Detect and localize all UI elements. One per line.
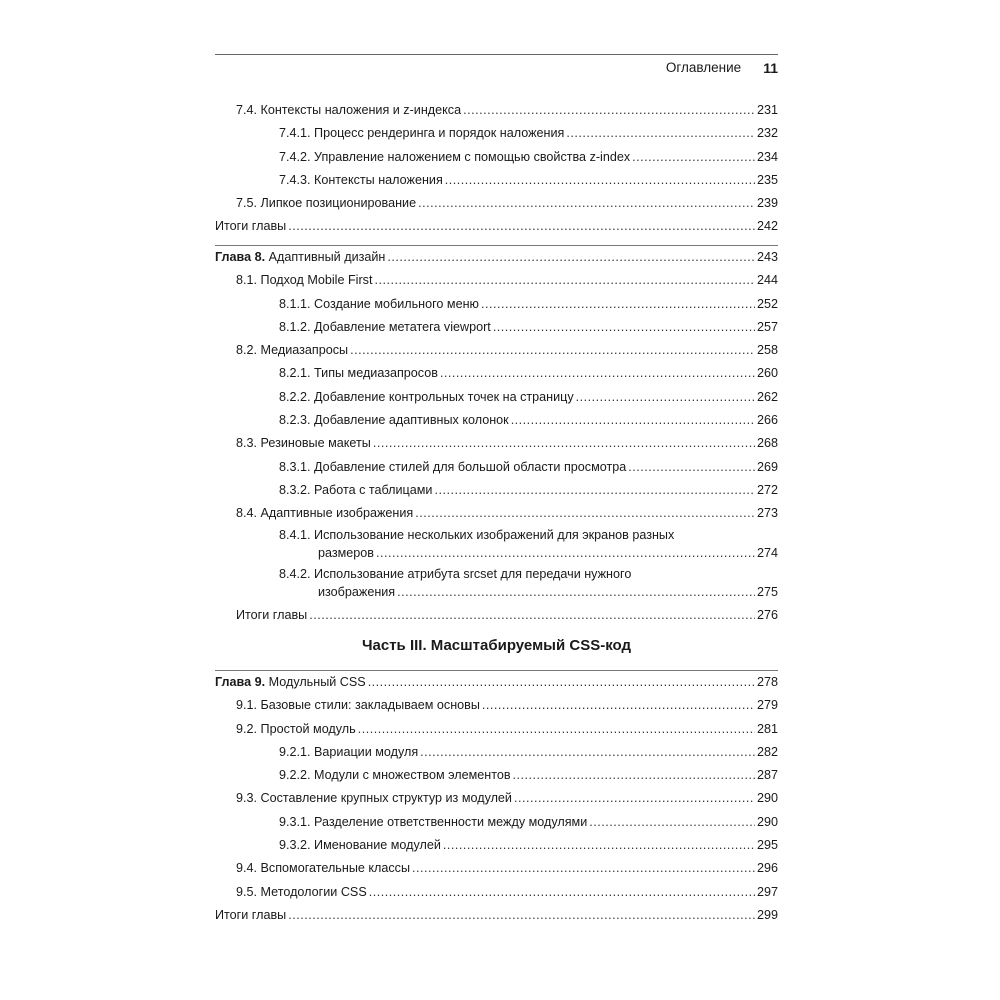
entry-page-number: 235 xyxy=(756,172,778,187)
section-number: 7.4.2. xyxy=(279,149,311,164)
entry-title: Контексты наложения xyxy=(314,172,443,187)
toc-block-chapter-9 xyxy=(215,670,778,927)
section-number: 9.2. xyxy=(236,721,258,736)
toc-entry[interactable] xyxy=(215,386,778,409)
toc-entry[interactable] xyxy=(215,432,778,455)
toc-entry-label xyxy=(279,834,441,857)
toc-entry[interactable] xyxy=(215,293,778,316)
toc-entry-label xyxy=(279,741,418,764)
entry-title: Адаптивные изображения xyxy=(260,506,414,521)
part-heading: Часть III. Масштабируемый CSS-код xyxy=(361,637,632,654)
entry-page-number: 239 xyxy=(756,196,778,211)
entry-page-number: 232 xyxy=(756,126,778,141)
toc-entry-label xyxy=(279,362,438,385)
section-number: 8.1.2. xyxy=(279,319,311,334)
dot-leader xyxy=(309,604,755,627)
toc-entry[interactable] xyxy=(215,362,778,385)
section-number: 8.4.2. xyxy=(279,566,311,581)
dot-leader xyxy=(418,192,755,215)
section-number: 8.1.1. xyxy=(279,296,311,311)
entry-page-number: 268 xyxy=(756,436,778,451)
dot-leader xyxy=(440,362,755,385)
entry-title: Использование нескольких изображений для экранов разных xyxy=(314,527,675,542)
section-number: 7.5. xyxy=(236,196,258,211)
entry-page-number: 272 xyxy=(756,482,778,497)
entry-title: Медиазапросы xyxy=(260,343,349,358)
toc-entry-label xyxy=(236,339,348,362)
section-number: 8.3.2. xyxy=(279,482,311,497)
toc-entry-label xyxy=(236,857,410,880)
toc-entry-label xyxy=(279,479,432,502)
entry-page-number: 266 xyxy=(756,413,778,428)
entry-page-number: 234 xyxy=(756,149,778,164)
dot-leader xyxy=(463,99,755,122)
entry-title: Итоги главы xyxy=(215,907,287,922)
toc-entry[interactable] xyxy=(215,456,778,479)
toc-entry-label xyxy=(215,246,385,269)
entry-title: Составление крупных структур из модулей xyxy=(260,791,512,806)
section-number: 8.2.1. xyxy=(279,366,311,381)
toc-entry-continuation[interactable] xyxy=(215,583,778,604)
entry-page-number: 274 xyxy=(756,545,778,560)
toc-entry[interactable] xyxy=(215,316,778,339)
toc-entry-label xyxy=(279,146,630,169)
toc-entry[interactable] xyxy=(215,764,778,787)
entry-title: Подход Mobile First xyxy=(260,273,373,288)
entry-title: Использование атрибута srcset для передачи нужного xyxy=(314,566,632,581)
dot-leader xyxy=(368,671,755,694)
toc-entry-label xyxy=(236,604,307,627)
entry-title: Итоги главы xyxy=(236,607,308,622)
dot-leader xyxy=(358,718,755,741)
section-number: 9.4. xyxy=(236,861,258,876)
toc-entry-label xyxy=(236,99,461,122)
entry-page-number: 299 xyxy=(756,907,778,922)
entry-title: Добавление контрольных точек на страницу xyxy=(314,389,574,404)
entry-title: Типы медиазапросов xyxy=(314,366,438,381)
entry-page-number: 295 xyxy=(756,838,778,853)
toc-entry-label xyxy=(215,904,286,927)
section-number: 8.2.3. xyxy=(279,413,311,428)
toc-entry[interactable] xyxy=(215,502,778,525)
dot-leader xyxy=(445,169,755,192)
toc-entry-label xyxy=(236,694,480,717)
toc-entry-label xyxy=(279,456,626,479)
toc-block-chapter-7 xyxy=(215,99,778,239)
toc-entry[interactable] xyxy=(215,245,778,269)
toc-entry-label xyxy=(236,192,416,215)
toc-entry[interactable] xyxy=(215,857,778,880)
entry-title: Добавление стилей для большой области просмотра xyxy=(314,459,627,474)
entry-page-number: 297 xyxy=(756,884,778,899)
entry-page-number: 281 xyxy=(756,721,778,736)
entry-title: Резиновые макеты xyxy=(260,436,371,451)
entry-page-number: 242 xyxy=(756,219,778,234)
toc-entry[interactable] xyxy=(215,479,778,502)
running-header xyxy=(666,60,778,76)
entry-title: Базовые стили: закладываем основы xyxy=(260,698,480,713)
toc-entry[interactable] xyxy=(215,718,778,741)
entry-title: Вариации модуля xyxy=(314,744,419,759)
toc-entry[interactable] xyxy=(215,146,778,169)
toc-entry-label xyxy=(236,502,413,525)
entry-title: Итоги главы xyxy=(215,219,287,234)
dot-leader xyxy=(443,834,755,857)
entry-page-number: 243 xyxy=(756,250,778,264)
running-header-title: Оглавление xyxy=(665,60,742,75)
dot-leader xyxy=(397,583,755,601)
entry-title: Разделение ответственности между модулями xyxy=(314,814,588,829)
section-number: 8.3. xyxy=(236,436,258,451)
entry-title: Адаптивный дизайн xyxy=(268,250,386,264)
section-number: 7.4.1. xyxy=(279,126,311,141)
toc-entry[interactable] xyxy=(215,604,778,627)
entry-page-number: 282 xyxy=(756,744,778,759)
toc-entry-label xyxy=(236,718,356,741)
entry-title: Добавление метатега viewport xyxy=(314,319,491,334)
entry-title: Липкое позиционирование xyxy=(260,196,417,211)
entry-page-number: 258 xyxy=(756,343,778,358)
toc-entry[interactable] xyxy=(215,904,778,927)
entry-page-number: 244 xyxy=(756,273,778,288)
entry-title: Контексты наложения и z-индекса xyxy=(260,103,462,117)
toc-entry[interactable] xyxy=(215,269,778,292)
toc-entry-label xyxy=(279,811,587,834)
toc-entry[interactable] xyxy=(215,122,778,145)
dot-leader xyxy=(632,146,755,169)
section-number: 9.5. xyxy=(236,884,258,899)
entry-title: Процесс рендеринга и порядок наложения xyxy=(314,126,565,141)
dot-leader xyxy=(415,502,755,525)
dot-leader xyxy=(628,456,755,479)
toc-entry-label xyxy=(215,215,286,238)
toc-entry-label xyxy=(279,293,479,316)
chapter-number: Глава 9. xyxy=(215,675,266,689)
dot-leader xyxy=(493,316,755,339)
entry-page-number: 287 xyxy=(756,768,778,783)
section-number: 9.2.1. xyxy=(279,744,311,759)
toc-entry[interactable] xyxy=(215,787,778,810)
section-number: 7.4.3. xyxy=(279,172,311,187)
section-number: 9.1. xyxy=(236,698,258,713)
toc-entry[interactable] xyxy=(215,834,778,857)
toc-entry-label xyxy=(279,565,631,583)
dot-leader xyxy=(288,215,755,238)
section-number: 9.3. xyxy=(236,791,258,806)
toc-entry-label xyxy=(236,269,372,292)
dot-leader xyxy=(288,904,755,927)
dot-leader xyxy=(511,409,755,432)
entry-title: Модульный CSS xyxy=(268,675,366,689)
entry-page-number: 257 xyxy=(756,319,778,334)
section-number: 9.2.2. xyxy=(279,768,311,783)
entry-page-number: 262 xyxy=(756,389,778,404)
entry-title: Модули с множеством элементов xyxy=(314,768,511,783)
dot-leader xyxy=(589,811,755,834)
entry-page-number: 275 xyxy=(756,584,778,599)
toc-entry-label xyxy=(279,409,509,432)
entry-page-number: 273 xyxy=(756,506,778,521)
dot-leader xyxy=(350,339,755,362)
toc-entry[interactable] xyxy=(215,565,778,583)
toc-entry[interactable] xyxy=(215,881,778,904)
page-number: 11 xyxy=(763,60,778,76)
toc-entry[interactable] xyxy=(215,409,778,432)
entry-page-number: 252 xyxy=(756,296,778,311)
dot-leader xyxy=(576,386,755,409)
entry-page-number: 296 xyxy=(756,861,778,876)
toc-entry-label xyxy=(279,526,674,544)
section-number: 8.1. xyxy=(236,273,258,288)
entry-title: Вспомогательные классы xyxy=(260,861,411,876)
toc-entry-label xyxy=(279,316,491,339)
toc-entry[interactable] xyxy=(215,192,778,215)
toc-entry[interactable] xyxy=(215,339,778,362)
toc-entry-label xyxy=(236,881,367,904)
section-number: 8.2.2. xyxy=(279,389,311,404)
entry-page-number: 290 xyxy=(756,791,778,806)
toc-entry-label xyxy=(279,386,574,409)
dot-leader xyxy=(420,741,755,764)
toc-entry-label xyxy=(279,764,511,787)
dot-leader xyxy=(369,881,755,904)
entry-page-number: 269 xyxy=(756,459,778,474)
chapter-number: Глава 8. xyxy=(215,250,266,264)
dot-leader xyxy=(566,122,755,145)
dot-leader xyxy=(482,694,755,717)
dot-leader xyxy=(374,269,755,292)
section-number: 8.3.1. xyxy=(279,459,311,474)
entry-title: Добавление адаптивных колонок xyxy=(314,413,509,428)
toc-entry[interactable] xyxy=(215,670,778,694)
section-number: 8.2. xyxy=(236,343,258,358)
dot-leader xyxy=(513,764,755,787)
toc-entry[interactable] xyxy=(215,99,778,122)
toc-entry-label xyxy=(279,169,443,192)
entry-page-number: 231 xyxy=(756,103,778,117)
entry-page-number: 279 xyxy=(756,698,778,713)
section-number: 8.4. xyxy=(236,506,258,521)
toc-entry[interactable] xyxy=(215,169,778,192)
toc-entry-label xyxy=(279,122,564,145)
toc-entry[interactable] xyxy=(215,694,778,717)
toc-entry[interactable] xyxy=(215,811,778,834)
dot-leader xyxy=(481,293,755,316)
entry-title-continuation: размеров xyxy=(318,545,375,560)
toc-entry[interactable] xyxy=(215,215,778,238)
dot-leader xyxy=(376,544,755,562)
entry-title: Простой модуль xyxy=(260,721,356,736)
entry-title-continuation: изображения xyxy=(318,584,396,599)
dot-leader xyxy=(387,246,755,269)
entry-title: Создание мобильного меню xyxy=(314,296,479,311)
entry-page-number: 290 xyxy=(756,814,778,829)
toc-block-chapter-8 xyxy=(215,245,778,627)
entry-title: Работа с таблицами xyxy=(314,482,433,497)
header-rule xyxy=(215,54,778,55)
toc-entry-label xyxy=(215,671,366,694)
toc-entry-continuation[interactable] xyxy=(215,544,778,565)
entry-title: Именование модулей xyxy=(314,838,441,853)
toc-entry-label xyxy=(236,787,512,810)
section-number: 9.3.1. xyxy=(279,814,311,829)
entry-page-number: 260 xyxy=(756,366,778,381)
entry-title: Методологии CSS xyxy=(260,884,367,899)
entry-page-number: 278 xyxy=(756,675,778,689)
dot-leader xyxy=(412,857,755,880)
entry-title: Управление наложением с помощью свойства z-index xyxy=(314,149,631,164)
section-number: 8.4.1. xyxy=(279,527,311,542)
dot-leader xyxy=(514,787,755,810)
entry-page-number: 276 xyxy=(756,607,778,622)
dot-leader xyxy=(434,479,755,502)
toc-entry[interactable] xyxy=(215,526,778,544)
section-number: 7.4. xyxy=(236,103,258,117)
section-number: 9.3.2. xyxy=(279,838,311,853)
toc-entry[interactable] xyxy=(215,741,778,764)
toc-entry-label xyxy=(236,432,371,455)
dot-leader xyxy=(373,432,755,455)
